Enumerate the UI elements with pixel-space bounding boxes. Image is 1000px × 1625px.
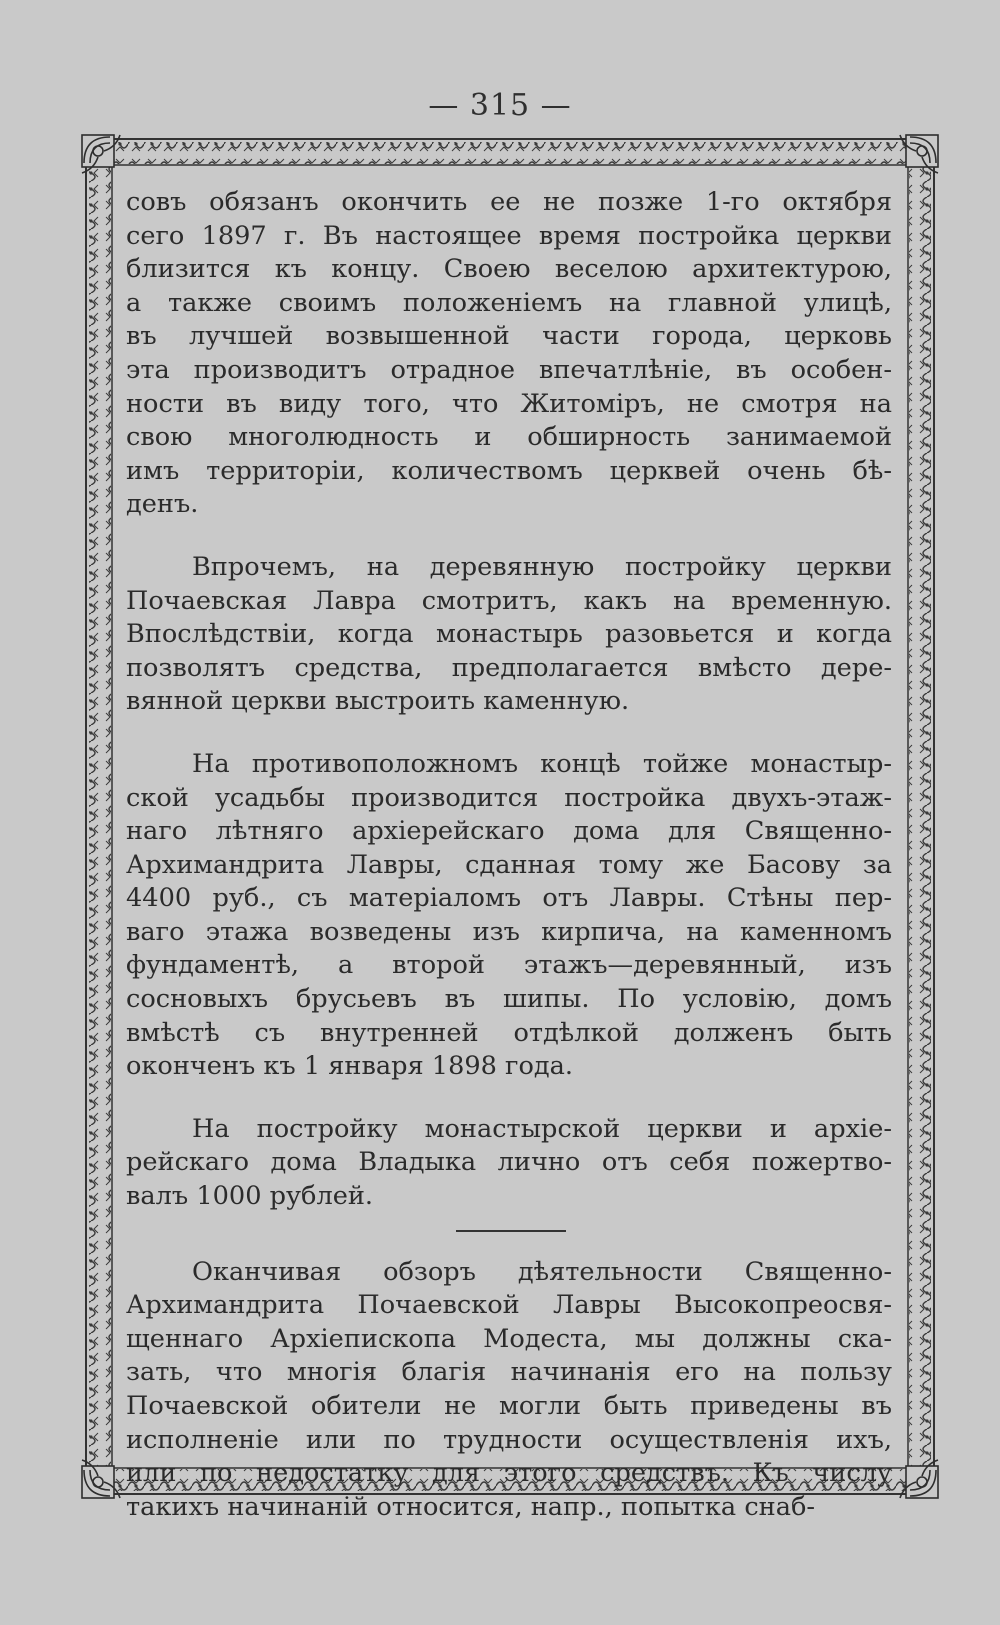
text-line: Оканчивая обзоръ дѣятельности Священно- <box>192 1256 892 1287</box>
paragraph-gap <box>126 719 892 748</box>
text-line: Почаевская Лавра смотритъ, какъ на временную. <box>126 585 892 616</box>
text-line: зать, что многiя благiя начинанiя его на пользу <box>126 1357 892 1388</box>
body-text <box>126 186 892 1522</box>
text-line: оконченъ къ 1 января 1898 года. <box>126 1051 574 1082</box>
text-line: свою многолюдность и обширность занимаемой <box>126 422 892 453</box>
text-line: позволятъ средства, предполагается вмѣсто дере- <box>126 652 892 683</box>
paragraph-gap <box>126 522 892 551</box>
paragraph-gap <box>126 1084 892 1113</box>
text-line: исполненiе или по трудности осуществленiя ихъ, <box>126 1424 892 1455</box>
text-line: наго лѣтняго архiерейскаго дома для Священно- <box>126 816 892 847</box>
section-divider <box>126 1214 892 1256</box>
text-line: имъ территорiи, количествомъ церквей очень бѣ- <box>126 455 892 486</box>
text-line: щеннаго Архiепископа Модеста, мы должны ска- <box>126 1323 892 1354</box>
text-line: Впрочемъ, на деревянную постройку церкви <box>192 551 892 582</box>
text-line: Архимандрита Лавры, сданная тому же Басову за <box>126 849 892 880</box>
text-line: Архимандрита Почаевской Лавры Высокопреосвя- <box>126 1290 892 1321</box>
text-line: въ лучшей возвышенной части города, церковь <box>126 321 892 352</box>
text-line: Почаевской обители не могли быть приведены въ <box>126 1391 892 1421</box>
paragraph <box>126 186 892 522</box>
text-line: ваго этажа возведены изъ кирпича, на каменномъ <box>126 916 892 947</box>
paragraph <box>126 1113 892 1214</box>
text-line: а также своимъ положенiемъ на главной улицѣ, <box>126 287 892 318</box>
text-line: ской усадьбы производится постройка двухъ-этаж- <box>126 782 892 813</box>
paragraph <box>126 1256 892 1525</box>
page-number: — 315 — <box>428 88 572 123</box>
text-line: сосновыхъ брусьевъ въ шипы. По условiю, домъ <box>126 984 892 1015</box>
text-line: ности въ виду того, что Житомiръ, не смотря на <box>126 388 892 419</box>
text-line: 4400 руб., съ матерiаломъ отъ Лавры. Стѣны пер- <box>126 883 892 914</box>
text-line: валъ 1000 рублей. <box>126 1181 374 1212</box>
paragraph <box>126 551 892 719</box>
text-line: сего 1897 г. Въ настоящее время постройка церкви <box>126 220 892 251</box>
text-line: На постройку монастырской церкви и архiе- <box>192 1113 892 1144</box>
text-line: фундаментѣ, а второй этажъ—деревянный, изъ <box>126 950 892 981</box>
text-line: совъ обязанъ окончить ее не позже 1-го октября <box>126 187 892 217</box>
text-line: Впослѣдствiи, когда монастырь разовьется и когда <box>126 619 892 650</box>
text-line: рейскаго дома Владыка лично отъ себя пожертво- <box>126 1147 892 1178</box>
text-line: эта производитъ отрадное впечатлѣнiе, въ особен- <box>126 354 892 385</box>
text-line: денъ. <box>126 489 199 520</box>
text-line: такихъ начинанiй относится, напр., попытка снаб- <box>126 1491 816 1522</box>
text-line: или по недостатку для этого средствъ. Къ числу <box>126 1458 892 1489</box>
paragraph <box>126 748 892 1084</box>
text-line: близится къ концу. Своею веселою архитектурою, <box>126 254 892 285</box>
text-line: вянной церкви выстроить каменную. <box>126 686 630 717</box>
divider-line <box>456 1230 566 1232</box>
text-line: вмѣстѣ съ внутренней отдѣлкой долженъ быть <box>126 1017 892 1048</box>
text-line: На противоположномъ концѣ тойже монастыр- <box>192 748 892 779</box>
